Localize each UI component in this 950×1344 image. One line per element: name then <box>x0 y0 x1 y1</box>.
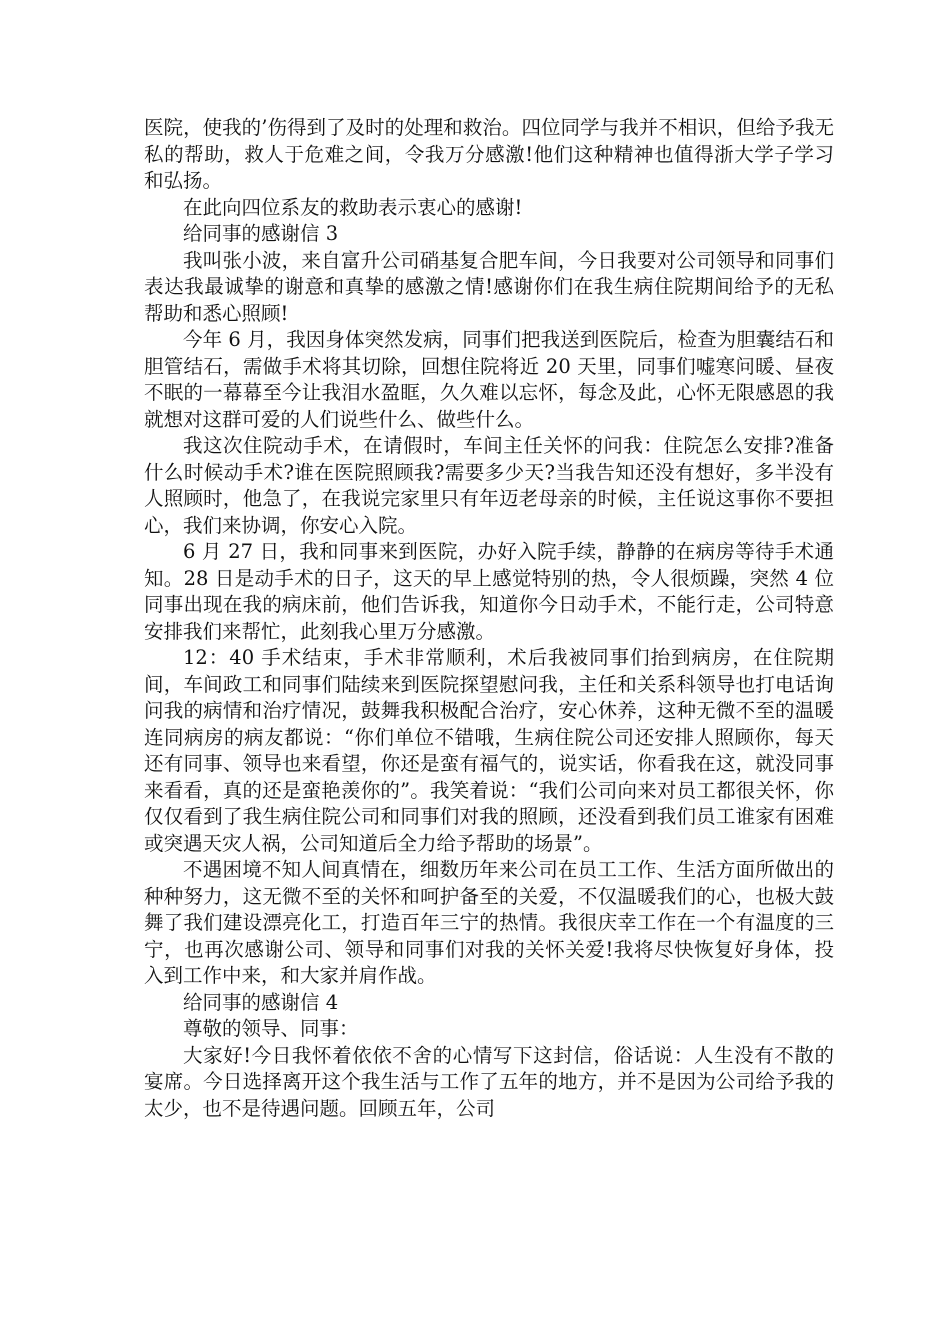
section-heading-letter-4: 给同事的感谢信 4 <box>183 990 339 1014</box>
section-heading-letter-3: 给同事的感谢信 3 <box>183 222 339 245</box>
paragraph-hospital-admission: 6 月 27 日，我和同事来到医院，办好入院手续，静静的在病房等待手术通知。28 日是动手术的日子，这天的早上感觉特别的热，令人很烦躁，突然 4 位同事出现在我的病床前，他们告诉我，知道你今日动手术，不能行走，公司特意安排我们来帮忙，此刻我心里万分感激。 <box>144 540 834 643</box>
document-body <box>144 115 834 1122</box>
paragraph-intro: 我叫张小波，来自富升公司硝基复合肥车间，今日我要对公司领导和同事们表达我最诚挚的谢意和真挚的感激之情!感谢你们在我生病住院期间给予的无私帮助和悉心照顾! <box>144 248 834 325</box>
paragraph-surgery-plan: 我这次住院动手术，在请假时，车间主任关怀的问我：住院怎么安排?准备什么时候动手术?谁在医院照顾我?需要多少天?当我告知还没有想好，多半没有人照顾时，他急了，在我说完家里只有年迈老母亲的时候，主任说这事你不要担心，我们来协调，你安心入院。 <box>144 434 834 537</box>
paragraph-thanks: 在此向四位系友的救助表示衷心的感谢! <box>183 195 523 219</box>
paragraph-continued: 医院，使我的’伤得到了及时的处理和救治。四位同学与我并不相识，但给予我无私的帮助，救人于危难之间，令我万分感激!他们这种精神也值得浙大学子学习和弘扬。 <box>144 116 834 192</box>
paragraph-gratitude: 不遇困境不知人间真情在，细数历年来公司在员工工作、生活方面所做出的种种努力，这无微不至的关怀和呵护备至的关爱，不仅温暖我们的心，也极大鼓舞了我们建设漂亮化工，打造百年三宁的热情。我很庆幸工作在一个有温度的三宁，也再次感谢公司、领导和同事们对我的关怀关爱!我将尽快恢复好身体，投入到工作中来，和大家并肩作战。 <box>144 858 834 987</box>
salutation: 尊敬的领导、同事： <box>183 1017 359 1040</box>
paragraph-illness: 今年 6 月，我因身体突然发病，同事们把我送到医院后，检查为胆囊结石和胆管结石，需做手术将其切除，回想住院将近 20 天里，同事们嘘寒问暖、昼夜不眠的一幕幕至今让我泪水盈眶，久久难以忘怀，每念及此，心怀无限感恩的我就想对这群可爱的人们说些什么、做些什么。 <box>144 328 834 431</box>
paragraph-after-surgery: 12：40 手术结束，手术非常顺利，术后我被同事们抬到病房，在住院期间，车间政工和同事们陆续来到医院探望慰问我，主任和关系科领导也打电话询问我的病情和治疗情况，鼓舞我积极配合治疗，安心休养，这种无微不至的温暖连同病房的病友都说：“你们单位不错哦，生病住院公司还安排人照顾你，每天还有同事、领导也来看望，你还是蛮有福气的，说实话，你看我在这，就没同事来看看，真的还是蛮艳羡你的”。我笑着说：“我们公司向来对员工都很关怀，你仅仅看到了我生病住院公司和同事们对我的照顾，还没看到我们员工谁家有困难或突遇天灾人祸，公司知道后全力给予帮助的场景”。 <box>144 646 834 855</box>
paragraph-farewell: 大家好!今日我怀着依依不舍的心情写下这封信，俗话说：人生没有不散的宴席。今日选择离开这个我生活与工作了五年的地方，并不是因为公司给予我的太少，也不是待遇问题。回顾五年，公司 <box>144 1043 834 1120</box>
